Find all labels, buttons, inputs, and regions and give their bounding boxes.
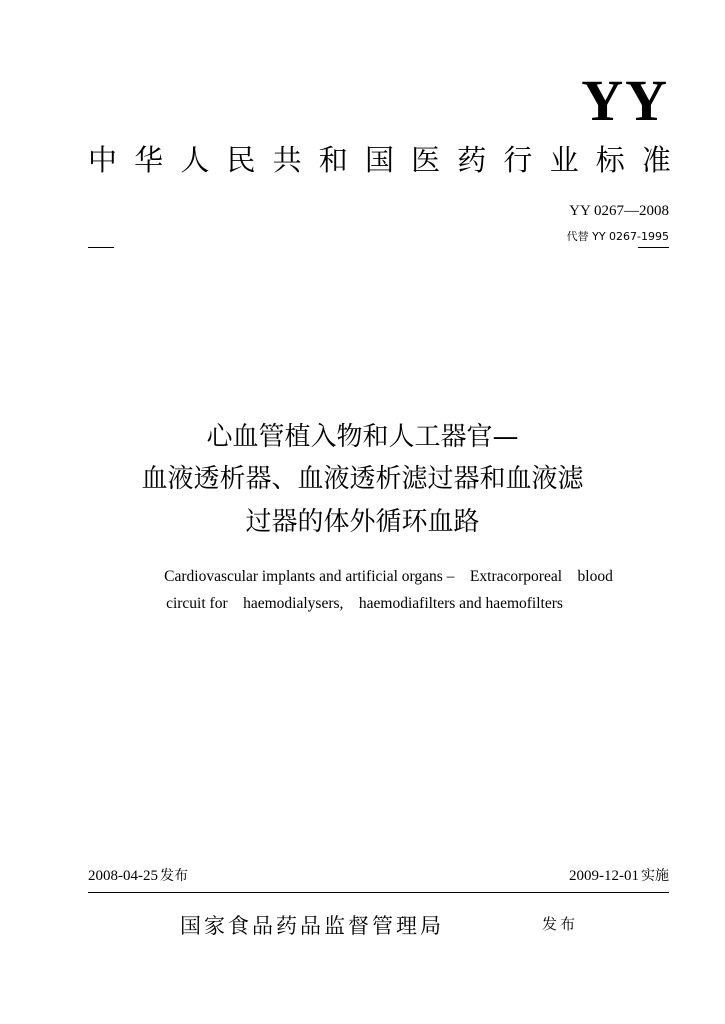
publish-date-value: 2008-04-25 [88,868,158,884]
footer-divider [88,892,669,893]
title-en-line-1: Cardiovascular implants and artificial organs – Extracorporeal blood [164,568,613,585]
industry-char: 共 [272,143,302,177]
industry-char: 业 [549,143,579,177]
title-zh-line-1: 心血管植入物和人工器官— [206,422,519,452]
industry-char: 医 [411,143,441,177]
industry-char: 国 [364,143,394,177]
publish-date [88,865,188,885]
replaces-standard: 代替 YY 0267-1995 [566,230,669,243]
publish-label: 发布 [160,868,188,884]
industry-char: 和 [318,143,348,177]
issuing-authority: 国家食品药品监督管理局 [180,914,444,938]
industry-char: 民 [226,143,256,177]
implement-date [569,865,669,885]
standard-code-logo: YY [581,68,669,133]
industry-char: 中 [88,143,118,177]
industry-char: 华 [134,143,164,177]
standard-number: YY 0267—2008 [569,203,669,219]
title-en-line-2: circuit for haemodialysers, haemodiafilters and haemofilters [166,595,563,612]
industry-char: 标 [595,143,625,177]
industry-standard-heading [88,143,671,177]
implement-date-value: 2009-12-01 [569,868,639,884]
industry-char: 人 [180,143,210,177]
industry-char: 药 [457,143,487,177]
implement-label: 实施 [641,868,669,884]
industry-char: 行 [503,143,533,177]
header-divider-gap [114,245,638,249]
title-zh-line-2: 血液透析器、血液透析滤过器和血液滤 [141,464,584,494]
title-zh-line-3: 过器的体外循环血路 [245,507,480,537]
industry-char: 准 [641,143,671,177]
issuing-label: 发布 [542,915,579,933]
